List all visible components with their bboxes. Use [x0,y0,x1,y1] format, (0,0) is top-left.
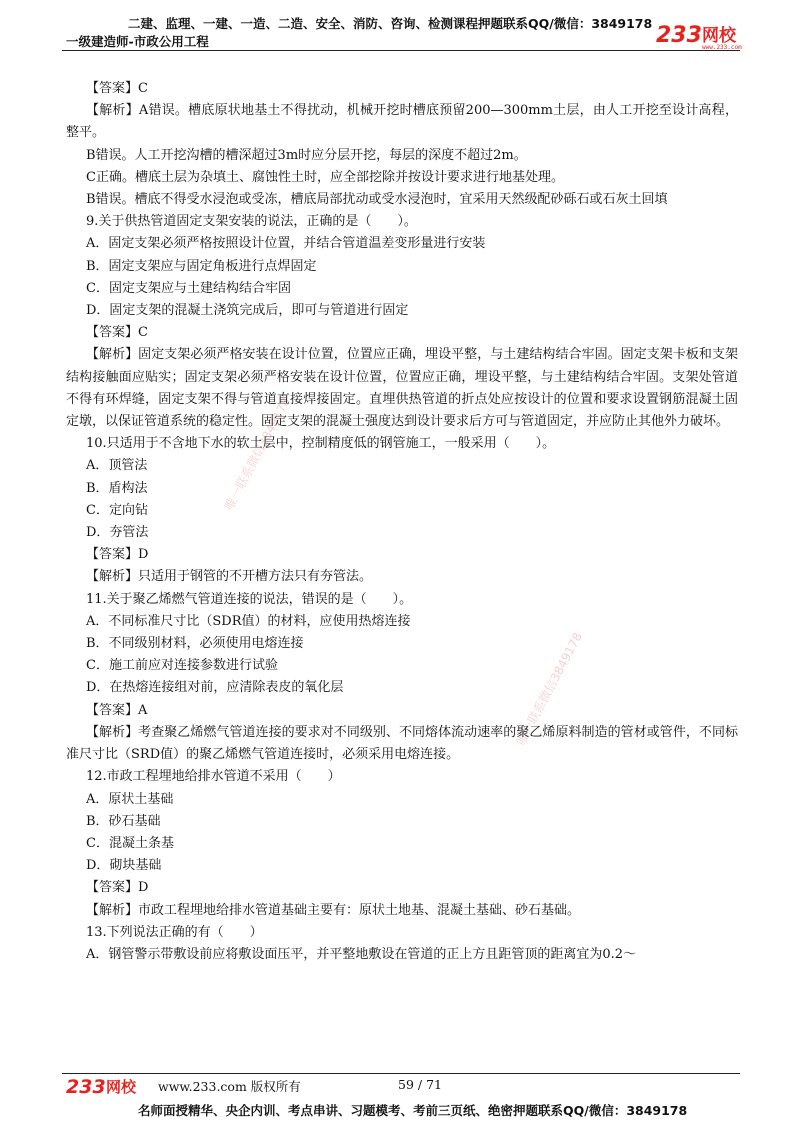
footer-logo [66,1074,152,1098]
logo-num: 233 [656,23,702,48]
q9-option-c: C．固定支架应与土建结构结合牢固 [86,280,291,296]
q9-option-d: D．固定支架的混凝土浇筑完成后，即可与管道进行固定 [86,303,409,319]
footer-divider [62,1073,740,1074]
header-banner: 二建、监理、一建、一造、二造、安全、消防、咨询、检测课程押题联系QQ/微信：3849178 [128,16,653,31]
q9-option-a: A．固定支架必须严格按照设计位置，并结合管道温差变形量进行安装 [86,236,486,252]
q8-analysis: 【解析】A错误。槽底原状地基土不得扰动，机械开挖时槽底预留200—300mm土层，由人工开挖至设计高程，整平。 [66,103,738,141]
q12-stem: 12.市政工程埋地给排水管道不采用（ ） [86,769,341,785]
header-divider [62,50,740,51]
q11-option-d: D．在热熔连接组对前，应清除表皮的氧化层 [86,680,344,696]
q8-answer: 【答案】C [86,81,148,96]
q9-answer: 【答案】C [86,325,148,341]
q8-analysis-b: B错误。人工开挖沟槽的槽深超过3m时应分层开挖，每层的深度不超过2m。 [86,147,527,163]
q12-option-d: D．砌块基础 [86,858,162,874]
q11-stem: 11.关于聚乙烯燃气管道连接的说法，错误的是（ ）。 [86,591,413,607]
logo-url: www.233.com [702,44,742,50]
q11-option-b: B．不同级别材料，必须使用电熔连接 [86,636,304,652]
q9-analysis: 【解析】固定支架必须严格安装在设计位置，位置应正确，埋设平整，与土建结构结合牢固。固定支架卡板和支架结构接触面应贴实；固定支架必须严格安装在设计位置，位置应正确，埋设平整，与土建结构结合牢固。支架处管道不得有环焊缝，固定支架不得与管道直接焊接固定。直埋供热管道的折点处应按设计的位置和要求设置钢筋混凝土固定墩，以保证管道系统的稳定性。固定支架的混凝土强度达到设计要求后方可与管道固定，并应防止其他外力破坏。 [66,347,738,430]
q10-option-b: B．盾构法 [86,480,148,496]
brand-logo [654,22,764,50]
page-number: 59 / 71 [398,1077,442,1092]
q12-analysis: 【解析】市政工程埋地给排水管道基础主要有：原状土地基、混凝土基础、砂石基础。 [86,902,581,918]
q10-option-d: D．夯管法 [86,525,149,541]
q13-option-a: A．钢管警示带敷设前应将敷设面压平，并平整地敷设在管道的正上方且距管顶的距离宜为0.2～ [86,946,637,962]
q12-answer: 【答案】D [86,880,149,896]
q13-stem: 13.下列说法正确的有（ ） [86,924,263,940]
q11-analysis: 【解析】考查聚乙烯燃气管道连接的要求对不同级别、不同熔体流动速率的聚乙烯原料制造的管材或管件，不同标准尺寸比（SRD值）的聚乙烯燃气管道连接时，必须采用电熔连接。 [66,724,738,763]
q10-option-c: C．定向钻 [86,502,148,518]
logo-cn: 网校 [106,1078,137,1096]
q8-analysis-d: B错误。槽底不得受水浸泡或受冻，槽底局部扰动或受水浸泡时，宜采用天然级配砂砾石或石灰土回填 [86,192,668,208]
q11-answer: 【答案】A [86,702,148,718]
footer-copyright: www.233.com 版权所有 [158,1079,301,1094]
q12-option-a: A．原状土基础 [86,791,174,807]
q8-analysis-c: C正确。槽底土层为杂填土、腐蚀性土时，应全部挖除并按设计要求进行地基处理。 [86,169,564,185]
q9-stem: 9.关于供热管道固定支架安装的说法，正确的是（ ）。 [86,214,417,230]
q10-stem: 10.只适用于不含地下水的软土层中，控制精度低的钢管施工，一般采用（ ）。 [86,436,556,452]
footer-banner: 名师面授精华、央企内训、考点串讲、习题模考、考前三页纸、绝密押题联系QQ/微信：3849178 [138,1103,688,1118]
q9-option-b: B．固定支架应与固定角板进行点焊固定 [86,258,317,274]
q10-option-a: A．顶管法 [86,458,148,474]
q12-option-c: C．混凝土条基 [86,835,174,851]
logo-num: 233 [66,1076,106,1098]
q11-option-c: C．施工前应对连接参数进行试验 [86,658,278,674]
q10-analysis: 【解析】只适用于钢管的不开槽方法只有夯管法。 [86,569,373,585]
logo-cn: 网校 [702,26,736,46]
header-subject: 一级建造师-市政公用工程 [66,34,209,49]
watermark: 唯一联系微信3849178 [513,630,586,748]
q12-option-b: B．砂石基础 [86,813,161,829]
q10-answer: 【答案】D [86,547,149,563]
q11-option-a: A．不同标准尺寸比（SDR值）的材料，应使用热熔连接 [86,613,411,629]
watermark: 唯一联系微信3849178 [221,395,294,513]
document-body [66,78,738,966]
